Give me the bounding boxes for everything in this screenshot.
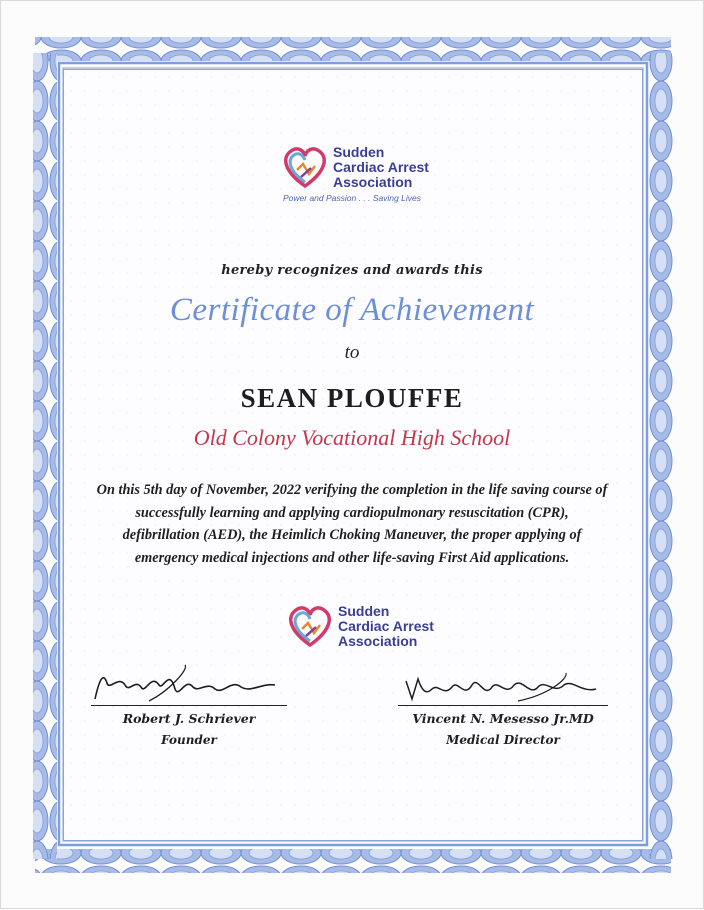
organization-logo	[279, 144, 429, 190]
organization-name-secondary: Sudden Cardiac Arrest Association	[338, 602, 434, 649]
signer-name-right: Vincent N. Mesesso Jr.MD	[412, 711, 594, 726]
signature-scribble-left	[89, 661, 289, 705]
heart-logo-icon	[284, 603, 336, 649]
intro-text: hereby recognizes and awards this	[221, 263, 483, 278]
school-name: Old Colony Vocational High School	[193, 425, 511, 450]
signer-title-left: Founder	[161, 733, 217, 747]
organization-name: Sudden Cardiac Arrest Association	[333, 143, 429, 190]
organization-logo-secondary	[284, 603, 434, 649]
recipient-name: SEAN PLOUFFE	[240, 383, 464, 413]
signature-scribble-right	[398, 669, 608, 705]
signer-title-right: Medical Director	[446, 733, 560, 747]
signer-name-left: Robert J. Schriever	[122, 711, 256, 726]
heart-logo-icon	[279, 144, 331, 190]
certificate-title: Certificate of Achievement	[169, 292, 535, 328]
organization-tagline: Power and Passion . . . Saving Lives	[283, 193, 421, 203]
certificate-statement: On this 5th day of November, 2022 verifying the completion in the life saving course of successfully learning and applying cardiopulmonary resuscitation (CPR), defibrillation (AED), the Heimlich Choking Maneuver, the proper applying of emergency medical injections and other life-saving First Aid applications.	[96, 482, 608, 567]
signature-founder	[89, 661, 289, 747]
to-text: to	[344, 342, 360, 363]
signature-medical-director	[393, 669, 613, 747]
